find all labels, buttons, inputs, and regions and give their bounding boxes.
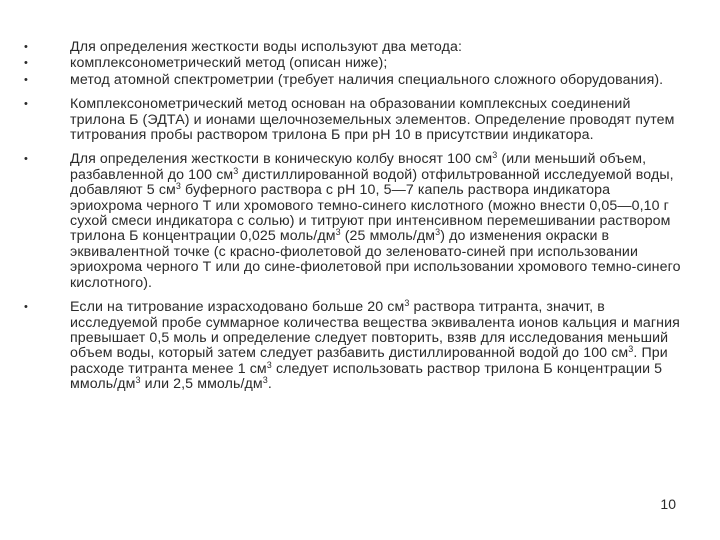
superscript: 3: [233, 165, 239, 176]
bullet-dot-icon: •: [24, 153, 28, 166]
superscript: 3: [435, 227, 441, 238]
list-item-text: [70, 97, 684, 143]
bullet-dot-icon: •: [24, 98, 28, 111]
superscript: 3: [404, 298, 410, 309]
list-item: [24, 152, 684, 291]
text-run: раствора титранта, значит, в исследуемой пробе суммарное количества вещества эквивалента ионов кальция и магния превышает 0,5 моль и определение следует повторить, взяв для исследования меньший объем воды, который затем следует разбавить дистиллированной водой до 100 см: [70, 299, 680, 362]
superscript: 3: [266, 359, 272, 370]
text-run: Если на титрование израсходовано больше 20 см: [70, 299, 405, 316]
superscript: 3: [492, 150, 498, 161]
superscript: 3: [135, 375, 141, 386]
bullet-dot-icon: •: [24, 57, 28, 70]
text-run: метод атомной спектрометрии (требует наличия специального сложного оборудования).: [70, 71, 664, 88]
list-item: [24, 73, 684, 88]
text-run: или 2,5 ммоль/дм: [140, 376, 263, 393]
text-run: комплексонометрический метод (описан ниже);: [70, 55, 388, 72]
text-run: .: [267, 376, 272, 393]
bullet-dot-icon: •: [24, 301, 28, 314]
text-run: . При расходе титранта менее 1 см: [70, 345, 668, 377]
text-run: Для определения жесткости в коническую колбу вносят 100 см: [70, 151, 493, 168]
list-item: [24, 40, 684, 55]
page-number: 10: [660, 496, 676, 512]
text-run: дистиллированной водой) отфильтрованной исследуемой воды, добавляют 5 см: [70, 166, 674, 199]
bullet-dot-icon: •: [24, 41, 28, 53]
text-run: (или меньший объем, разбавленной до 100 см: [70, 151, 647, 183]
superscript: 3: [262, 375, 268, 386]
superscript: 3: [175, 181, 181, 192]
list-item-text: [70, 56, 684, 71]
bullet-list: [24, 40, 684, 393]
text-run: буферного раствора с pH 10, 5—7 капель раствора индикатора эриохрома черного Т или хромового темно-синего кислотного (можно внести 0,05—0,10 г сухой смеси индикатора с солью) и титруют при интенсивном перемешивании раствором трилона Б концентрации 0,025 моль/дм: [70, 182, 671, 245]
list-item: [24, 300, 684, 392]
list-item: [24, 97, 684, 143]
list-item-text: [70, 152, 684, 291]
text-run: Для определения жесткости воды используют два метода:: [70, 39, 463, 55]
list-item-text: [70, 300, 684, 392]
bullet-dot-icon: •: [24, 73, 28, 86]
superscript: 3: [335, 227, 341, 238]
text-run: следует использовать раствор трилона Б концентрации 5 ммоль/дм: [70, 360, 663, 393]
text-run: Комплексонометрический метод основан на образовании комплексных соединений трилона Б (ЭДТА) и ионами щелочноземельных элементов. Определение проводят путем титрования пробы раствором трилона Б при pH 10 в присутствии индикатора.: [70, 96, 675, 144]
superscript: 3: [628, 344, 634, 355]
text-run: (25 ммоль/дм: [340, 228, 436, 245]
list-item-text: [70, 40, 684, 55]
list-item: [24, 56, 684, 71]
list-item-text: [70, 73, 684, 88]
text-run: ) до изменения окраски в эквивалентной точке (с красно-фиолетовой до зеленовато-синей при использовании эриохрома черного Т или до сине-фиолетовой при использовании хромового темно-синего кислотного).: [70, 228, 681, 291]
